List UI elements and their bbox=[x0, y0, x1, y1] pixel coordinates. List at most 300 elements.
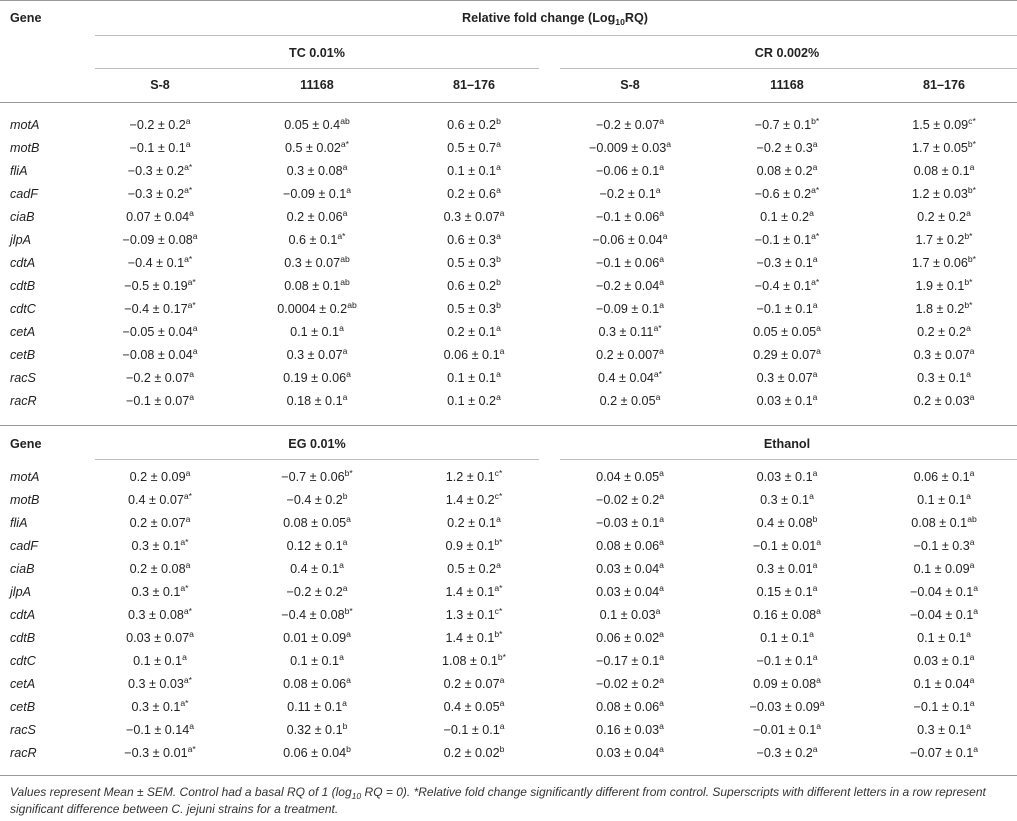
cell-superscript: a bbox=[966, 369, 971, 379]
cell-value: 0.07 ± 0.04 bbox=[126, 210, 190, 224]
cell-superscript: a bbox=[342, 208, 348, 218]
table-cell bbox=[914, 677, 975, 691]
cell-superscript: a* bbox=[183, 675, 193, 685]
cell-value: 0.3 ± 0.03 bbox=[127, 677, 184, 691]
cell-value: −0.09 ± 0.1 bbox=[595, 302, 660, 316]
cell-superscript: a bbox=[659, 277, 665, 287]
cell-superscript: a bbox=[185, 560, 191, 570]
table-cell bbox=[911, 516, 977, 530]
cell-superscript: a bbox=[192, 231, 198, 241]
header-bottom-rule bbox=[0, 102, 1017, 103]
table-cell bbox=[757, 394, 818, 408]
table-cell bbox=[596, 677, 664, 691]
cell-value: 0.16 ± 0.08 bbox=[753, 608, 817, 622]
cell-superscript: a bbox=[339, 652, 344, 662]
cell-superscript: b* bbox=[964, 300, 973, 310]
cell-value: −0.06 ± 0.1 bbox=[595, 164, 660, 178]
cell-value: 0.2 ± 0.03 bbox=[913, 394, 970, 408]
gene-name: cetA bbox=[10, 677, 36, 691]
cell-value: 0.3 ± 0.1 bbox=[917, 371, 967, 385]
table-cell bbox=[281, 470, 352, 484]
table-cell bbox=[910, 746, 978, 760]
table-cell bbox=[757, 371, 818, 385]
cell-superscript: a bbox=[342, 583, 348, 593]
cell-superscript: a bbox=[339, 560, 344, 570]
cell-superscript: a bbox=[969, 537, 975, 547]
cell-value: 1.4 ± 0.2 bbox=[445, 493, 495, 507]
table-cell bbox=[915, 302, 972, 316]
group-header-tc: TC 0.01% bbox=[289, 46, 345, 60]
cell-superscript: a bbox=[659, 514, 665, 524]
cell-superscript: a bbox=[185, 514, 191, 524]
cell-superscript: a bbox=[809, 491, 814, 501]
table-cell bbox=[753, 677, 821, 691]
gene-name: motB bbox=[10, 141, 40, 155]
strain-header: 81–176 bbox=[922, 78, 966, 92]
table-cell bbox=[914, 394, 975, 408]
table-cell bbox=[447, 371, 501, 385]
cell-superscript: a bbox=[659, 346, 664, 356]
table-cell bbox=[596, 631, 664, 645]
cell-value: 0.08 ± 0.1 bbox=[911, 516, 968, 530]
cell-value: 0.06 ± 0.04 bbox=[283, 746, 347, 760]
cell-superscript: a bbox=[192, 323, 198, 333]
cell-value: 0.5 ± 0.7 bbox=[447, 141, 497, 155]
cell-superscript: a bbox=[659, 583, 664, 593]
cell-value: 0.09 ± 0.08 bbox=[753, 677, 817, 691]
cell-superscript: a bbox=[969, 560, 975, 570]
cell-superscript: c* bbox=[968, 116, 976, 126]
cell-value: 0.4 ± 0.05 bbox=[443, 700, 500, 714]
gene-name: cdtA bbox=[10, 256, 36, 270]
cell-value: 0.4 ± 0.07 bbox=[127, 493, 184, 507]
table-cell bbox=[283, 746, 351, 760]
cell-superscript: a bbox=[969, 392, 975, 402]
cell-value: 0.3 ± 0.07 bbox=[286, 348, 343, 362]
gene-name: racS bbox=[10, 371, 36, 385]
table-cell bbox=[589, 141, 671, 155]
table-cell bbox=[753, 723, 821, 737]
cell-superscript: b* bbox=[964, 277, 973, 287]
cell-value: −0.3 ± 0.01 bbox=[124, 746, 188, 760]
cell-value: 0.1 ± 0.2 bbox=[760, 210, 810, 224]
cell-value: 0.06 ± 0.1 bbox=[913, 470, 970, 484]
table-cell bbox=[286, 585, 347, 599]
table-cell bbox=[596, 348, 664, 362]
table-cell bbox=[755, 118, 819, 132]
table-cell bbox=[290, 325, 344, 339]
cell-superscript: a* bbox=[187, 744, 196, 754]
cell-value: −0.1 ± 0.1 bbox=[913, 700, 970, 714]
gene-name: cetB bbox=[10, 700, 36, 714]
cell-value: 0.01 ± 0.09 bbox=[283, 631, 347, 645]
table-cell bbox=[285, 141, 349, 155]
table-cell bbox=[914, 562, 975, 576]
table-cell bbox=[129, 118, 190, 132]
cell-superscript: b* bbox=[811, 116, 820, 126]
table-cell bbox=[914, 164, 975, 178]
cell-superscript: a bbox=[182, 652, 187, 662]
cell-superscript: a* bbox=[494, 583, 503, 593]
strain-header: 11168 bbox=[770, 78, 804, 92]
table-cell bbox=[124, 746, 195, 760]
cell-superscript: a bbox=[966, 629, 971, 639]
cell-superscript: a bbox=[662, 231, 668, 241]
cell-value: 0.4 ± 0.1 bbox=[290, 562, 340, 576]
table-cell bbox=[749, 700, 824, 714]
cell-superscript: a bbox=[499, 675, 505, 685]
cell-superscript: a bbox=[973, 606, 979, 616]
cell-superscript: a bbox=[812, 300, 818, 310]
table-cell bbox=[917, 325, 971, 339]
table-cell bbox=[596, 654, 664, 668]
cell-superscript: a bbox=[659, 721, 664, 731]
cell-value: −0.1 ± 0.1 bbox=[756, 302, 813, 316]
table-cell bbox=[287, 539, 348, 553]
cell-superscript: a bbox=[189, 721, 195, 731]
cell-superscript: a bbox=[812, 560, 818, 570]
cell-superscript: a bbox=[189, 392, 195, 402]
cell-value: 1.4 ± 0.1 bbox=[445, 631, 495, 645]
gene-name: motB bbox=[10, 493, 40, 507]
table-cell bbox=[122, 348, 197, 362]
cell-value: 0.08 ± 0.1 bbox=[913, 164, 970, 178]
table-cell bbox=[917, 631, 971, 645]
cell-superscript: a bbox=[346, 369, 351, 379]
table-cell bbox=[910, 585, 978, 599]
cell-superscript: a bbox=[499, 346, 505, 356]
cell-value: −0.2 ± 0.2 bbox=[129, 118, 186, 132]
cell-superscript: ab bbox=[347, 300, 357, 310]
cell-superscript: b* bbox=[497, 652, 507, 662]
cell-superscript: a bbox=[812, 139, 818, 149]
table-cell bbox=[447, 118, 501, 132]
cell-value: −0.17 ± 0.1 bbox=[595, 654, 660, 668]
cell-value: 0.4 ± 0.04 bbox=[597, 371, 654, 385]
table-cell bbox=[917, 723, 971, 737]
cell-value: −0.09 ± 0.08 bbox=[122, 233, 193, 247]
cell-value: 0.2 ± 0.1 bbox=[447, 516, 497, 530]
cell-value: −0.4 ± 0.1 bbox=[754, 279, 812, 293]
cell-value: 0.3 ± 0.1 bbox=[131, 539, 181, 553]
bottom-rule bbox=[0, 775, 1017, 776]
group-header-ethanol: Ethanol bbox=[763, 437, 811, 451]
cell-value: 0.3 ± 0.1 bbox=[131, 585, 181, 599]
table-cell bbox=[128, 256, 192, 270]
cell-superscript: a bbox=[812, 369, 818, 379]
cell-superscript: a* bbox=[183, 491, 193, 501]
cell-superscript: a* bbox=[184, 254, 193, 264]
cell-superscript: b* bbox=[967, 185, 977, 195]
table-cell bbox=[447, 141, 501, 155]
table-cell bbox=[756, 141, 817, 155]
cell-value: 0.1 ± 0.04 bbox=[913, 677, 970, 691]
cell-value: −0.3 ± 0.2 bbox=[127, 187, 185, 201]
cell-superscript: a bbox=[659, 652, 665, 662]
table-cell bbox=[128, 164, 192, 178]
cell-value: 0.6 ± 0.2 bbox=[447, 279, 497, 293]
table-cell bbox=[447, 233, 501, 247]
cell-superscript: a* bbox=[180, 698, 189, 708]
table-cell bbox=[131, 700, 188, 714]
cell-superscript: a bbox=[812, 468, 818, 478]
table-cell bbox=[760, 210, 814, 224]
cell-value: 0.2 ± 0.02 bbox=[443, 746, 500, 760]
cell-value: 0.2 ± 0.6 bbox=[447, 187, 497, 201]
cell-value: 0.6 ± 0.3 bbox=[447, 233, 497, 247]
table-cell bbox=[600, 608, 661, 622]
table-cell bbox=[760, 631, 814, 645]
table-cell bbox=[446, 470, 503, 484]
table-cell bbox=[288, 233, 345, 247]
cell-superscript: a bbox=[346, 514, 351, 524]
table-cell bbox=[596, 118, 664, 132]
cell-value: 0.12 ± 0.1 bbox=[286, 539, 343, 553]
table-cell bbox=[445, 539, 502, 553]
cell-superscript: b bbox=[496, 277, 501, 287]
table-cell bbox=[447, 394, 501, 408]
table-cell bbox=[290, 654, 344, 668]
cell-value: −0.7 ± 0.06 bbox=[281, 470, 345, 484]
cell-value: 0.06 ± 0.1 bbox=[443, 348, 500, 362]
table-cell bbox=[598, 371, 662, 385]
ethanol-underline bbox=[560, 459, 1017, 460]
cell-value: 1.8 ± 0.2 bbox=[915, 302, 965, 316]
cell-value: 0.03 ± 0.07 bbox=[126, 631, 190, 645]
cell-superscript: a bbox=[659, 116, 665, 126]
table-cell bbox=[913, 700, 974, 714]
cell-superscript: a bbox=[185, 468, 191, 478]
cell-superscript: a bbox=[816, 537, 822, 547]
cell-superscript: a bbox=[966, 721, 971, 731]
cell-value: 0.1 ± 0.1 bbox=[917, 631, 967, 645]
table-cell bbox=[287, 700, 347, 714]
table-title: Relative fold change (Log$_{10}$RQ) bbox=[462, 11, 648, 27]
section-divider-rule bbox=[0, 425, 1017, 426]
cell-superscript: a bbox=[496, 514, 501, 524]
cell-value: 0.08 ± 0.06 bbox=[596, 539, 660, 553]
cell-value: −0.2 ± 0.3 bbox=[756, 141, 813, 155]
table-cell bbox=[287, 210, 348, 224]
cell-superscript: a* bbox=[340, 139, 350, 149]
cell-value: 0.03 ± 0.04 bbox=[596, 746, 660, 760]
gene-column-header: Gene bbox=[10, 437, 42, 451]
gene-name: cdtC bbox=[10, 302, 36, 316]
cell-superscript: c* bbox=[494, 606, 503, 616]
cell-superscript: a bbox=[655, 392, 661, 402]
cell-superscript: a bbox=[189, 369, 195, 379]
table-cell bbox=[122, 325, 197, 339]
cell-value: 0.2 ± 0.05 bbox=[599, 394, 656, 408]
cell-superscript: a bbox=[973, 583, 979, 593]
cell-superscript: a bbox=[499, 721, 505, 731]
table-cell bbox=[287, 164, 348, 178]
cell-value: −0.5 ± 0.19 bbox=[124, 279, 188, 293]
cell-superscript: a bbox=[659, 560, 664, 570]
cell-superscript: a bbox=[496, 369, 501, 379]
table-cell bbox=[124, 302, 195, 316]
table-cell bbox=[283, 187, 351, 201]
cell-value: 0.05 ± 0.05 bbox=[753, 325, 817, 339]
cell-superscript: ab bbox=[340, 254, 350, 264]
cell-superscript: a bbox=[342, 162, 348, 172]
cell-value: 0.2 ± 0.1 bbox=[447, 325, 497, 339]
table-cell bbox=[445, 585, 502, 599]
cell-superscript: a bbox=[659, 675, 665, 685]
table-cell bbox=[444, 746, 505, 760]
cell-superscript: a bbox=[659, 491, 665, 501]
table-cell bbox=[596, 279, 664, 293]
cell-superscript: a* bbox=[184, 185, 193, 195]
cell-superscript: a bbox=[812, 652, 818, 662]
cell-value: 0.3 ± 0.07 bbox=[443, 210, 500, 224]
cell-value: 0.06 ± 0.02 bbox=[596, 631, 660, 645]
table-cell bbox=[756, 256, 817, 270]
cell-value: 0.03 ± 0.04 bbox=[596, 585, 660, 599]
table-cell bbox=[444, 700, 505, 714]
table-cell bbox=[755, 233, 819, 247]
table-cell bbox=[444, 677, 505, 691]
cell-superscript: a bbox=[342, 537, 348, 547]
cr-underline bbox=[560, 68, 1017, 69]
cell-value: −0.05 ± 0.04 bbox=[122, 325, 193, 339]
cell-value: 0.2 ± 0.007 bbox=[596, 348, 660, 362]
cell-superscript: a bbox=[659, 254, 665, 264]
cell-value: 0.2 ± 0.06 bbox=[286, 210, 343, 224]
table-cell bbox=[131, 539, 188, 553]
table-cell bbox=[598, 325, 661, 339]
cell-value: −0.01 ± 0.1 bbox=[752, 723, 817, 737]
gene-name: cetA bbox=[10, 325, 36, 339]
cell-value: −0.009 ± 0.03 bbox=[588, 141, 667, 155]
table-cell bbox=[133, 654, 187, 668]
cell-value: 0.05 ± 0.4 bbox=[284, 118, 341, 132]
table-cell bbox=[130, 562, 191, 576]
cell-value: 0.2 ± 0.07 bbox=[443, 677, 500, 691]
table-cell bbox=[126, 723, 194, 737]
cell-value: −0.4 ± 0.08 bbox=[281, 608, 345, 622]
cell-value: −0.03 ± 0.1 bbox=[595, 516, 660, 530]
table-cell bbox=[917, 210, 971, 224]
cell-superscript: a bbox=[185, 139, 191, 149]
cell-superscript: a bbox=[499, 698, 505, 708]
table-cell bbox=[126, 371, 194, 385]
eg-underline bbox=[95, 459, 539, 460]
cell-value: −0.4 ± 0.1 bbox=[127, 256, 185, 270]
cell-superscript: a bbox=[812, 744, 818, 754]
cell-superscript: a bbox=[192, 346, 198, 356]
cell-superscript: b bbox=[496, 254, 501, 264]
table-cell bbox=[446, 608, 503, 622]
cell-superscript: a bbox=[346, 185, 352, 195]
cell-superscript: a bbox=[816, 675, 821, 685]
cell-value: −0.1 ± 0.07 bbox=[125, 394, 190, 408]
table-cell bbox=[757, 516, 818, 530]
cell-superscript: b* bbox=[967, 139, 977, 149]
cell-superscript: a* bbox=[187, 277, 196, 287]
table-cell bbox=[287, 723, 348, 737]
gene-name: cetB bbox=[10, 348, 36, 362]
cell-superscript: a bbox=[496, 185, 501, 195]
cell-superscript: a bbox=[346, 629, 351, 639]
cell-superscript: a* bbox=[187, 300, 196, 310]
cell-superscript: a bbox=[812, 583, 818, 593]
cell-value: 1.5 ± 0.09 bbox=[912, 118, 969, 132]
cell-value: 0.5 ± 0.3 bbox=[447, 302, 497, 316]
cell-superscript: a bbox=[666, 139, 672, 149]
gene-name: fliA bbox=[10, 164, 28, 178]
cell-superscript: ab bbox=[967, 514, 977, 524]
cell-superscript: a bbox=[966, 491, 971, 501]
gene-column-header: Gene bbox=[10, 11, 42, 25]
cell-superscript: a bbox=[496, 392, 501, 402]
cell-value: 0.1 ± 0.1 bbox=[133, 654, 183, 668]
cell-value: 0.6 ± 0.2 bbox=[447, 118, 497, 132]
gene-name: racR bbox=[10, 394, 37, 408]
cell-superscript: a bbox=[812, 392, 818, 402]
cell-superscript: a bbox=[342, 392, 348, 402]
cell-superscript: a bbox=[809, 208, 814, 218]
table-cell bbox=[596, 539, 664, 553]
cell-superscript: a bbox=[496, 323, 501, 333]
gene-name: cdtA bbox=[10, 608, 36, 622]
cell-superscript: a bbox=[816, 721, 822, 731]
gene-name: cdtB bbox=[10, 631, 36, 645]
cell-value: 0.18 ± 0.1 bbox=[286, 394, 343, 408]
cell-value: 0.1 ± 0.1 bbox=[447, 371, 497, 385]
cell-value: 0.1 ± 0.2 bbox=[447, 394, 497, 408]
cell-value: 0.03 ± 0.1 bbox=[756, 394, 813, 408]
gene-name: motA bbox=[10, 118, 40, 132]
table-cell bbox=[917, 493, 971, 507]
cell-superscript: b bbox=[496, 116, 501, 126]
table-cell bbox=[592, 233, 667, 247]
strain-header: 11168 bbox=[300, 78, 334, 92]
cell-value: −0.08 ± 0.04 bbox=[122, 348, 193, 362]
cell-value: 0.03 ± 0.04 bbox=[596, 562, 660, 576]
table-cell bbox=[596, 723, 664, 737]
table-cell bbox=[281, 608, 352, 622]
table-cell bbox=[596, 746, 664, 760]
table-cell bbox=[445, 631, 502, 645]
table-footnote: Values represent Mean ± SEM. Control had a basal RQ of 1 ($\log_{10}$ RQ = 0). *Relative fold change significantly different from control. Superscripts with different letters in a row represent significant difference between C. jejuni strains for a treatment. bbox=[10, 785, 986, 816]
cell-value: 0.3 ± 0.01 bbox=[756, 562, 813, 576]
cell-superscript: b bbox=[346, 744, 351, 754]
table-cell bbox=[447, 325, 501, 339]
cell-superscript: b* bbox=[964, 231, 973, 241]
cell-value: 0.1 ± 0.1 bbox=[760, 631, 810, 645]
cell-superscript: a bbox=[659, 208, 665, 218]
cell-value: 0.2 ± 0.2 bbox=[917, 210, 967, 224]
cell-value: 1.7 ± 0.06 bbox=[911, 256, 968, 270]
cell-value: 0.32 ± 0.1 bbox=[286, 723, 343, 737]
cell-superscript: a bbox=[659, 468, 664, 478]
cell-superscript: a* bbox=[184, 162, 193, 172]
cell-value: 1.7 ± 0.05 bbox=[911, 141, 968, 155]
cell-value: 0.5 ± 0.02 bbox=[284, 141, 341, 155]
cell-superscript: b* bbox=[494, 537, 503, 547]
table-cell bbox=[596, 562, 664, 576]
table-cell bbox=[124, 279, 195, 293]
cell-value: 0.5 ± 0.3 bbox=[447, 256, 497, 270]
cell-value: 0.4 ± 0.08 bbox=[756, 516, 813, 530]
table-cell bbox=[596, 210, 664, 224]
table-cell bbox=[131, 585, 188, 599]
cell-superscript: a* bbox=[811, 277, 820, 287]
gene-name: racR bbox=[10, 746, 37, 760]
table-cell bbox=[753, 608, 821, 622]
cell-value: −0.1 ± 0.1 bbox=[129, 141, 186, 155]
